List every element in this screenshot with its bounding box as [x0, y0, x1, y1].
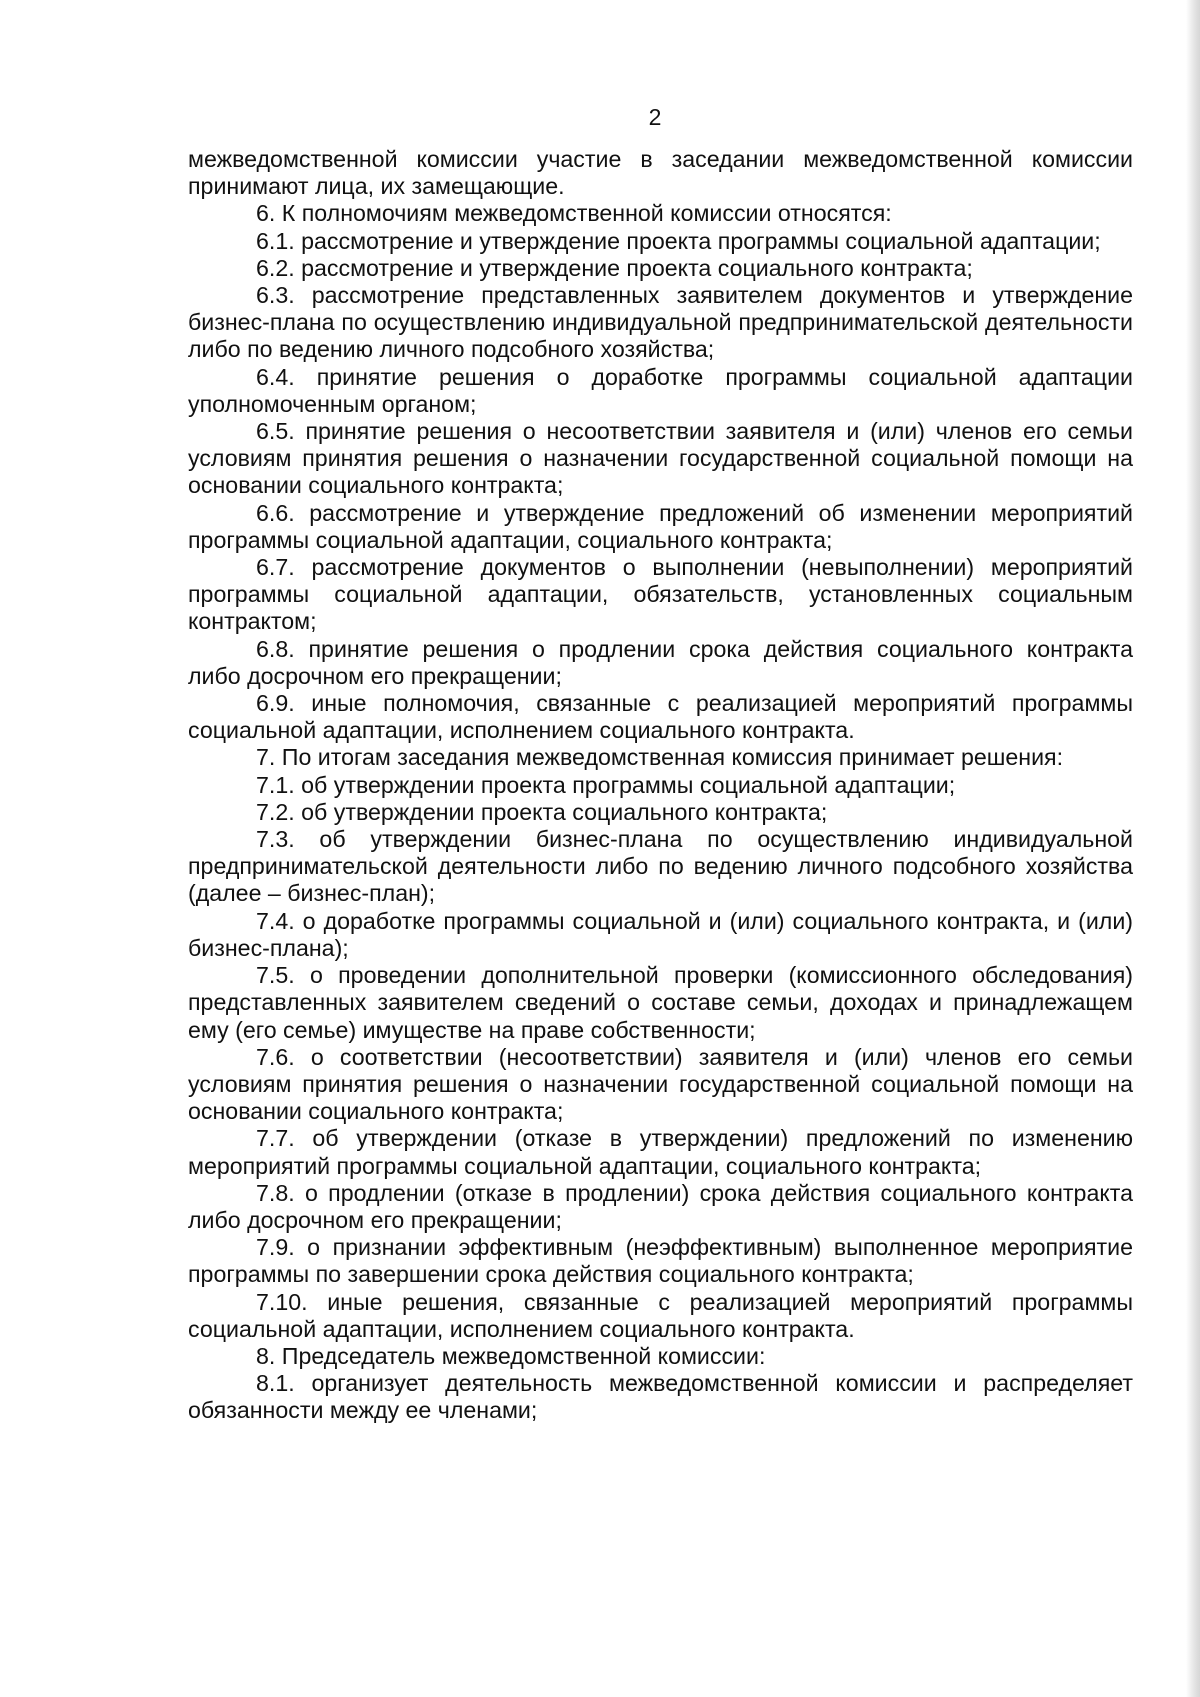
- paragraph-6-3: 6.3. рассмотрение представленных заявителем документов и утверждение бизнес-плана по осуществлению индивидуальной предпринимательской деятельности либо по ведению личного подсобного хозяйства;: [188, 282, 1133, 363]
- paragraph-7-3: 7.3. об утверждении бизнес-плана по осуществлению индивидуальной предпринимательской деятельности либо по ведению личного подсобного хозяйства (далее – бизнес-план);: [188, 826, 1133, 907]
- paragraph-8: 8. Председатель межведомственной комиссии:: [256, 1342, 766, 1369]
- paragraph-7-7: 7.7. об утверждении (отказе в утверждении) предложений по изменению мероприятий программы социальной адаптации, социального контракта;: [188, 1125, 1133, 1179]
- paragraph-6: 6. К полномочиям межведомственной комиссии относятся:: [256, 200, 892, 227]
- paragraph-6-9: 6.9. иные полномочия, связанные с реализацией мероприятий программы социальной адаптации, исполнением социального контракта.: [188, 690, 1133, 744]
- paragraph-7-6: 7.6. о соответствии (несоответствии) заявителя и (или) членов его семьи условиям принятия решения о назначении государственной социальной помощи на основании социального контракта;: [188, 1043, 1133, 1125]
- paragraph-6-1: 6.1. рассмотрение и утверждение проекта программы социальной адаптации;: [256, 227, 1101, 254]
- paragraph-7-1: 7.1. об утверждении проекта программы социальной адаптации;: [256, 771, 956, 798]
- paragraph-6-6: 6.6. рассмотрение и утверждение предложений об изменении мероприятий программы социальной адаптации, социального контракта;: [188, 499, 1133, 553]
- paragraph-7-4: 7.4. о доработке программы социальной и (или) социального контракта, и (или) бизнес-плана);: [188, 907, 1133, 961]
- paragraph-6-2: 6.2. рассмотрение и утверждение проекта социального контракта;: [256, 254, 973, 281]
- page-number: 2: [648, 104, 662, 130]
- paragraph-8-1: 8.1. организует деятельность межведомственной комиссии и распределяет обязанности между ее членами;: [188, 1370, 1133, 1424]
- scan-edge-shadow: [1186, 0, 1200, 1697]
- paragraph-7-5: 7.5. о проведении дополнительной проверки (комиссионного обследования) представленных заявителем сведений о составе семьи, доходах и принадлежащем ему (его семье) имуществе на праве собственности;: [188, 962, 1133, 1043]
- paragraph-7-8: 7.8. о продлении (отказе в продлении) срока действия социального контракта либо досрочном его прекращении;: [188, 1179, 1133, 1233]
- paragraph-6-8: 6.8. принятие решения о продлении срока действия социального контракта либо досрочном его прекращении;: [188, 635, 1133, 689]
- document-body: [188, 146, 1133, 1425]
- paragraph-6-5: 6.5. принятие решения о несоответствии заявителя и (или) членов его семьи условиям принятия решения о назначении государственной социальной помощи на основании социального контракта;: [188, 418, 1133, 499]
- paragraph-6-4: 6.4. принятие решения о доработке программы социальной адаптации уполномоченным органом;: [188, 363, 1133, 417]
- paragraph-7-2: 7.2. об утверждении проекта социального контракта;: [256, 798, 828, 825]
- paragraph-7-10: 7.10. иные решения, связанные с реализацией мероприятий программы социальной адаптации, исполнением социального контракта.: [188, 1288, 1133, 1342]
- paragraph-7-9: 7.9. о признании эффективным (неэффективным) выполненное мероприятие программы по завершении срока действия социального контракта;: [188, 1234, 1133, 1288]
- paragraph-continuation: межведомственной комиссии участие в заседании межведомственной комиссии принимают лица, их замещающие.: [188, 146, 1133, 200]
- paragraph-7: 7. По итогам заседания межведомственная комиссия принимает решения:: [256, 744, 1064, 771]
- paragraph-6-7: 6.7. рассмотрение документов о выполнении (невыполнении) мероприятий программы социальной адаптации, обязательств, установленных социальным контрактом;: [188, 554, 1133, 635]
